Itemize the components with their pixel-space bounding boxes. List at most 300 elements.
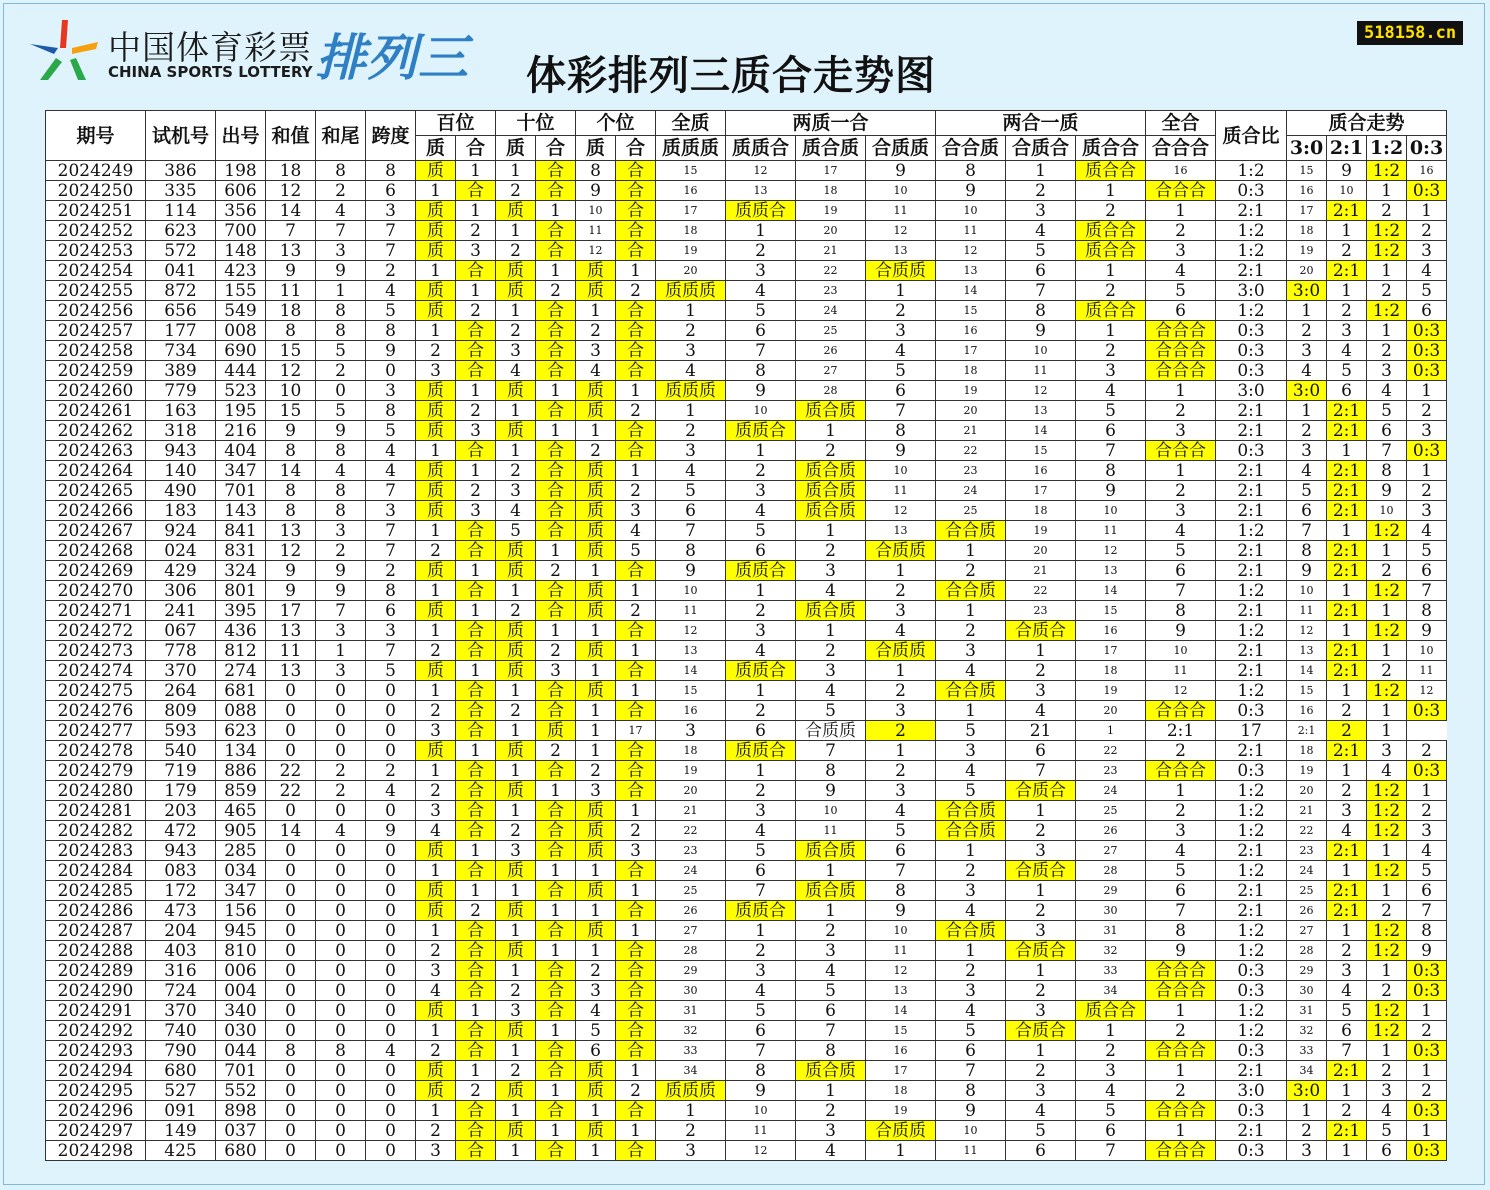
table-cell: 0 — [366, 801, 416, 821]
table-cell: 合 — [536, 961, 576, 981]
table-cell: 1 — [496, 221, 536, 241]
table-cell: 7 — [366, 541, 416, 561]
table-cell: 2:1 — [1327, 1121, 1367, 1141]
table-cell: 合 — [536, 701, 576, 721]
table-cell: 8 — [266, 1041, 316, 1061]
table-cell: 质 — [416, 841, 456, 861]
table-cell: 3 — [576, 341, 616, 361]
table-cell: 370 — [146, 661, 216, 681]
table-cell: 8 — [796, 761, 866, 781]
table-cell: 质 — [576, 921, 616, 941]
table-cell: 23 — [1006, 601, 1076, 621]
table-cell: 合合合 — [1146, 761, 1216, 781]
table-cell: 0 — [266, 841, 316, 861]
table-cell: 质 — [496, 941, 536, 961]
table-cell: 8 — [316, 501, 366, 521]
table-cell: 1 — [1287, 1101, 1327, 1121]
table-cell: 1 — [616, 1061, 656, 1081]
table-cell: 2:1 — [1146, 721, 1216, 741]
table-cell: 2024262 — [46, 421, 146, 441]
table-cell: 14 — [1287, 661, 1327, 681]
table-cell: 5 — [796, 981, 866, 1001]
table-cell: 1 — [616, 801, 656, 821]
table-cell: 1 — [456, 741, 496, 761]
table-cell: 16 — [866, 1041, 936, 1061]
table-cell: 合 — [536, 501, 576, 521]
table-cell: 4 — [796, 1141, 866, 1161]
logo-stroke-blue — [30, 44, 58, 54]
table-cell: 2 — [866, 301, 936, 321]
table-cell: 0 — [266, 1121, 316, 1141]
table-cell: 18 — [866, 1081, 936, 1101]
table-cell: 8 — [266, 501, 316, 521]
table-cell: 4 — [316, 461, 366, 481]
table-cell: 12 — [266, 541, 316, 561]
table-cell: 2024258 — [46, 341, 146, 361]
table-cell: 0 — [366, 1141, 416, 1161]
table-cell: 9 — [316, 261, 366, 281]
table-cell: 0 — [316, 801, 366, 821]
table-cell: 037 — [216, 1121, 266, 1141]
table-cell: 1 — [936, 941, 1006, 961]
table-cell: 1 — [1287, 401, 1327, 421]
table-cell: 9 — [1407, 621, 1447, 641]
table-cell: 1 — [496, 581, 536, 601]
table-cell: 合 — [456, 641, 496, 661]
brand-name-cn: 中国体育彩票 — [108, 28, 312, 67]
table-cell: 0 — [316, 1001, 366, 1021]
table-cell: 2024290 — [46, 981, 146, 1001]
table-cell: 1 — [1367, 841, 1407, 861]
table-cell: 473 — [146, 901, 216, 921]
table-cell: 1 — [796, 421, 866, 441]
table-cell: 2:1 — [1327, 881, 1367, 901]
table-cell: 3 — [1146, 501, 1216, 521]
table-cell: 15 — [266, 341, 316, 361]
table-cell: 1 — [496, 801, 536, 821]
table-cell: 质 — [416, 741, 456, 761]
table-cell: 2024278 — [46, 741, 146, 761]
table-cell: 20 — [936, 401, 1006, 421]
table-cell: 4 — [1006, 221, 1076, 241]
table-cell: 5 — [1367, 1121, 1407, 1141]
table-cell: 14 — [266, 461, 316, 481]
table-cell: 9 — [266, 261, 316, 281]
table-row — [46, 321, 1447, 341]
table-cell: 701 — [216, 1061, 266, 1081]
table-cell: 3 — [616, 501, 656, 521]
table-cell: 质合合 — [1076, 161, 1146, 181]
table-cell: 33 — [1287, 1041, 1327, 1061]
table-cell: 1 — [796, 1081, 866, 1101]
table-cell: 1 — [796, 861, 866, 881]
table-cell: 4 — [656, 461, 726, 481]
table-cell: 9 — [936, 181, 1006, 201]
table-cell: 3:0 — [1216, 1081, 1287, 1101]
table-cell: 合质质 — [866, 1121, 936, 1141]
table-cell: 316 — [146, 961, 216, 981]
table-cell: 4 — [936, 661, 1006, 681]
table-cell: 0:3 — [1407, 961, 1447, 981]
table-cell: 8 — [1407, 921, 1447, 941]
table-cell: 1 — [576, 861, 616, 881]
table-cell: 1 — [1327, 221, 1367, 241]
table-cell: 3 — [496, 1001, 536, 1021]
table-cell: 9 — [1407, 941, 1447, 961]
table-cell: 1 — [656, 1101, 726, 1121]
table-cell: 24 — [796, 301, 866, 321]
table-row — [46, 821, 1447, 841]
table-cell: 合 — [616, 241, 656, 261]
table-cell: 0 — [266, 721, 316, 741]
table-row — [46, 881, 1447, 901]
table-cell: 2 — [416, 541, 456, 561]
table-cell: 16 — [936, 321, 1006, 341]
table-cell: 质 — [576, 1081, 616, 1101]
table-cell: 质 — [416, 601, 456, 621]
table-cell: 质 — [496, 741, 536, 761]
table-cell: 合质合 — [1006, 861, 1076, 881]
table-cell: 3 — [936, 981, 1006, 1001]
table-cell: 2 — [616, 1081, 656, 1101]
group-tens-header: 十位 — [496, 111, 576, 136]
table-cell: 149 — [146, 1121, 216, 1141]
table-cell: 1 — [576, 661, 616, 681]
table-cell: 22 — [796, 261, 866, 281]
table-cell: 12 — [656, 621, 726, 641]
table-cell: 1 — [1407, 1061, 1447, 1081]
table-cell: 8 — [936, 161, 1006, 181]
table-cell: 质 — [496, 561, 536, 581]
table-cell: 4 — [936, 901, 1006, 921]
table-cell: 质 — [496, 781, 536, 801]
table-cell: 2 — [1287, 321, 1327, 341]
table-cell: 34 — [1076, 981, 1146, 1001]
table-cell: 1 — [616, 681, 656, 701]
table-row — [46, 661, 1447, 681]
table-cell: 179 — [146, 781, 216, 801]
table-cell: 425 — [146, 1141, 216, 1161]
table-cell: 8 — [266, 481, 316, 501]
table-cell: 合 — [456, 861, 496, 881]
table-cell: 9 — [726, 1081, 796, 1101]
table-cell: 4 — [726, 641, 796, 661]
table-cell: 203 — [146, 801, 216, 821]
table-cell: 18 — [796, 181, 866, 201]
table-cell: 0 — [316, 701, 366, 721]
subheader: 质质质 — [656, 136, 726, 161]
table-cell: 2 — [936, 961, 1006, 981]
table-cell: 2 — [1367, 981, 1407, 1001]
table-cell: 9 — [266, 561, 316, 581]
table-cell: 2024254 — [46, 261, 146, 281]
table-cell: 0 — [316, 1021, 366, 1041]
table-cell: 1 — [536, 261, 576, 281]
table-cell: 4 — [726, 821, 796, 841]
table-cell: 合合合 — [1146, 181, 1216, 201]
table-cell: 1 — [1327, 521, 1367, 541]
table-cell: 0 — [366, 841, 416, 861]
table-cell: 2 — [1146, 1021, 1216, 1041]
table-cell: 合质合 — [1006, 621, 1076, 641]
table-cell: 质 — [576, 681, 616, 701]
table-cell: 9 — [936, 1101, 1006, 1121]
table-cell: 1 — [576, 901, 616, 921]
table-cell: 8 — [316, 321, 366, 341]
table-row — [46, 521, 1447, 541]
table-cell: 质质合 — [726, 201, 796, 221]
table-cell: 1 — [496, 1141, 536, 1161]
table-cell: 11 — [1006, 361, 1076, 381]
table-cell: 1 — [416, 861, 456, 881]
table-cell: 1 — [1146, 381, 1216, 401]
table-cell: 6 — [1327, 381, 1367, 401]
table-cell: 779 — [146, 381, 216, 401]
table-cell: 1 — [536, 1121, 576, 1141]
table-cell: 9 — [1146, 621, 1216, 641]
table-cell: 8 — [866, 881, 936, 901]
table-cell: 3 — [416, 801, 456, 821]
table-cell: 2 — [456, 901, 496, 921]
table-cell: 16 — [1287, 181, 1327, 201]
table-cell: 2:1 — [1327, 421, 1367, 441]
table-cell: 25 — [656, 881, 726, 901]
table-cell: 4 — [1146, 261, 1216, 281]
table-cell: 合 — [456, 681, 496, 701]
table-cell: 2 — [866, 761, 936, 781]
table-cell: 2 — [366, 261, 416, 281]
table-cell: 2:1 — [1327, 501, 1367, 521]
table-cell: 1:2 — [1367, 241, 1407, 261]
table-cell: 10 — [866, 461, 936, 481]
table-cell: 33 — [1076, 961, 1146, 981]
table-cell: 4 — [316, 201, 366, 221]
table-cell: 490 — [146, 481, 216, 501]
table-cell: 2024287 — [46, 921, 146, 941]
table-cell: 13 — [866, 981, 936, 1001]
table-cell: 4 — [496, 501, 536, 521]
table-cell: 1:2 — [1367, 941, 1407, 961]
table-row — [46, 601, 1447, 621]
table-row — [46, 581, 1447, 601]
table-cell: 质 — [416, 1081, 456, 1101]
table-cell: 2 — [1146, 221, 1216, 241]
table-cell: 6 — [1367, 1141, 1407, 1161]
table-cell: 2024279 — [46, 761, 146, 781]
table-cell: 2:1 — [1327, 601, 1367, 621]
table-cell: 2024269 — [46, 561, 146, 581]
table-cell: 2 — [456, 401, 496, 421]
table-cell: 合合质 — [936, 581, 1006, 601]
table-cell: 4 — [726, 501, 796, 521]
table-cell: 2 — [796, 541, 866, 561]
table-cell: 15 — [1076, 601, 1146, 621]
table-cell: 1 — [1287, 301, 1327, 321]
table-cell: 1 — [656, 301, 726, 321]
table-cell: 6 — [1407, 301, 1447, 321]
table-cell: 4 — [366, 1041, 416, 1061]
table-cell: 2 — [536, 741, 576, 761]
table-cell: 7 — [366, 481, 416, 501]
table-cell: 2 — [866, 681, 936, 701]
table-cell: 0 — [316, 901, 366, 921]
table-cell: 2 — [1407, 801, 1447, 821]
table-cell: 1 — [1146, 1001, 1216, 1021]
table-cell: 13 — [1076, 561, 1146, 581]
table-cell: 2 — [1076, 1041, 1146, 1061]
table-cell: 1:2 — [1216, 861, 1287, 881]
table-cell: 1 — [866, 281, 936, 301]
table-cell: 19 — [936, 381, 1006, 401]
table-cell: 2 — [496, 181, 536, 201]
table-cell: 27 — [1076, 841, 1146, 861]
table-cell: 8 — [1287, 541, 1327, 561]
table-cell: 11 — [266, 641, 316, 661]
table-cell: 28 — [796, 381, 866, 401]
table-cell: 943 — [146, 441, 216, 461]
table-cell: 合 — [616, 941, 656, 961]
col-period-header: 期号 — [46, 111, 146, 161]
table-cell: 1 — [866, 1141, 936, 1161]
subheader: 合合质 — [936, 136, 1006, 161]
table-cell: 2 — [316, 761, 366, 781]
table-cell: 3:0 — [1216, 381, 1287, 401]
table-cell: 0 — [266, 901, 316, 921]
table-cell: 1 — [1076, 721, 1146, 741]
table-cell: 10 — [1407, 641, 1447, 661]
table-cell: 1 — [1327, 761, 1367, 781]
table-cell: 1 — [416, 261, 456, 281]
table-cell: 1 — [456, 381, 496, 401]
table-cell: 1:2 — [1367, 621, 1407, 641]
table-cell: 2:1 — [1216, 881, 1287, 901]
table-cell: 7 — [1367, 441, 1407, 461]
table-cell: 1 — [496, 301, 536, 321]
table-cell: 1 — [1367, 601, 1407, 621]
table-cell: 3:0 — [1287, 1081, 1327, 1101]
table-cell: 10 — [1287, 581, 1327, 601]
table-cell: 合 — [616, 661, 656, 681]
table-cell: 4 — [726, 281, 796, 301]
table-cell: 31 — [1287, 1001, 1327, 1021]
site-badge: 518158.cn — [1357, 21, 1463, 45]
table-cell: 质 — [416, 901, 456, 921]
table-cell: 2 — [726, 701, 796, 721]
table-cell: 0 — [366, 1081, 416, 1101]
table-cell: 质 — [576, 521, 616, 541]
table-cell: 11 — [726, 1121, 796, 1141]
table-cell: 质 — [576, 641, 616, 661]
table-cell: 0 — [266, 961, 316, 981]
table-cell: 5 — [366, 421, 416, 441]
table-cell: 2024251 — [46, 201, 146, 221]
table-cell: 5 — [726, 521, 796, 541]
table-row — [46, 1141, 1447, 1161]
table-cell: 7 — [796, 741, 866, 761]
table-cell: 0 — [316, 961, 366, 981]
table-cell: 15 — [936, 301, 1006, 321]
table-row — [46, 1041, 1447, 1061]
table-cell: 合 — [536, 441, 576, 461]
table-cell: 20 — [656, 261, 726, 281]
table-cell: 合 — [536, 241, 576, 261]
table-cell: 0 — [366, 1021, 416, 1041]
table-cell: 质质合 — [726, 741, 796, 761]
table-cell: 6 — [796, 1001, 866, 1021]
table-cell: 2 — [936, 561, 1006, 581]
table-row — [46, 561, 1447, 581]
table-cell: 1 — [1327, 1141, 1367, 1161]
table-cell: 13 — [1287, 641, 1327, 661]
table-cell: 2024285 — [46, 881, 146, 901]
table-cell: 1:2 — [1216, 1001, 1287, 1021]
table-cell: 9 — [366, 341, 416, 361]
table-cell: 1:2 — [1216, 241, 1287, 261]
table-cell: 886 — [216, 761, 266, 781]
table-cell: 172 — [146, 881, 216, 901]
table-cell: 3 — [936, 881, 1006, 901]
table-cell: 1 — [496, 881, 536, 901]
table-cell: 4 — [1407, 261, 1447, 281]
table-cell: 合 — [456, 1021, 496, 1041]
table-row — [46, 1081, 1447, 1101]
table-cell: 2 — [616, 281, 656, 301]
table-cell: 8 — [1367, 461, 1407, 481]
table-cell: 2024250 — [46, 181, 146, 201]
table-cell: 合合质 — [936, 521, 1006, 541]
table-cell: 134 — [216, 741, 266, 761]
table-cell: 044 — [216, 1041, 266, 1061]
table-cell: 2 — [416, 941, 456, 961]
table-cell: 7 — [1287, 521, 1327, 541]
table-cell: 6 — [366, 601, 416, 621]
table-cell: 810 — [216, 941, 266, 961]
table-cell: 831 — [216, 541, 266, 561]
table-cell: 7 — [1006, 281, 1076, 301]
table-cell: 1 — [726, 761, 796, 781]
table-cell: 2024288 — [46, 941, 146, 961]
table-cell: 2 — [1006, 661, 1076, 681]
table-row — [46, 981, 1447, 1001]
table-cell: 合 — [616, 961, 656, 981]
table-cell: 27 — [1287, 921, 1327, 941]
table-cell: 13 — [266, 661, 316, 681]
table-cell: 1 — [576, 701, 616, 721]
table-cell: 1 — [416, 321, 456, 341]
table-cell: 15 — [866, 1021, 936, 1041]
table-cell: 0 — [366, 881, 416, 901]
table-cell: 合质质 — [866, 261, 936, 281]
table-cell: 8 — [1407, 601, 1447, 621]
table-row — [46, 901, 1447, 921]
table-cell: 2 — [496, 701, 536, 721]
table-cell: 2 — [866, 581, 936, 601]
table-cell: 2 — [1076, 201, 1146, 221]
subheader: 2:1 — [1327, 136, 1367, 161]
table-cell: 905 — [216, 821, 266, 841]
table-cell: 9 — [1146, 941, 1216, 961]
table-cell: 5 — [1327, 361, 1367, 381]
table-cell: 0 — [266, 1061, 316, 1081]
table-cell: 0 — [266, 861, 316, 881]
table-row — [46, 841, 1447, 861]
table-cell: 6 — [1076, 1121, 1146, 1141]
table-cell: 合 — [456, 441, 496, 461]
table-row — [46, 1121, 1447, 1141]
table-cell: 2024260 — [46, 381, 146, 401]
table-cell: 6 — [1327, 1021, 1367, 1041]
table-cell: 1:2 — [1367, 921, 1407, 941]
